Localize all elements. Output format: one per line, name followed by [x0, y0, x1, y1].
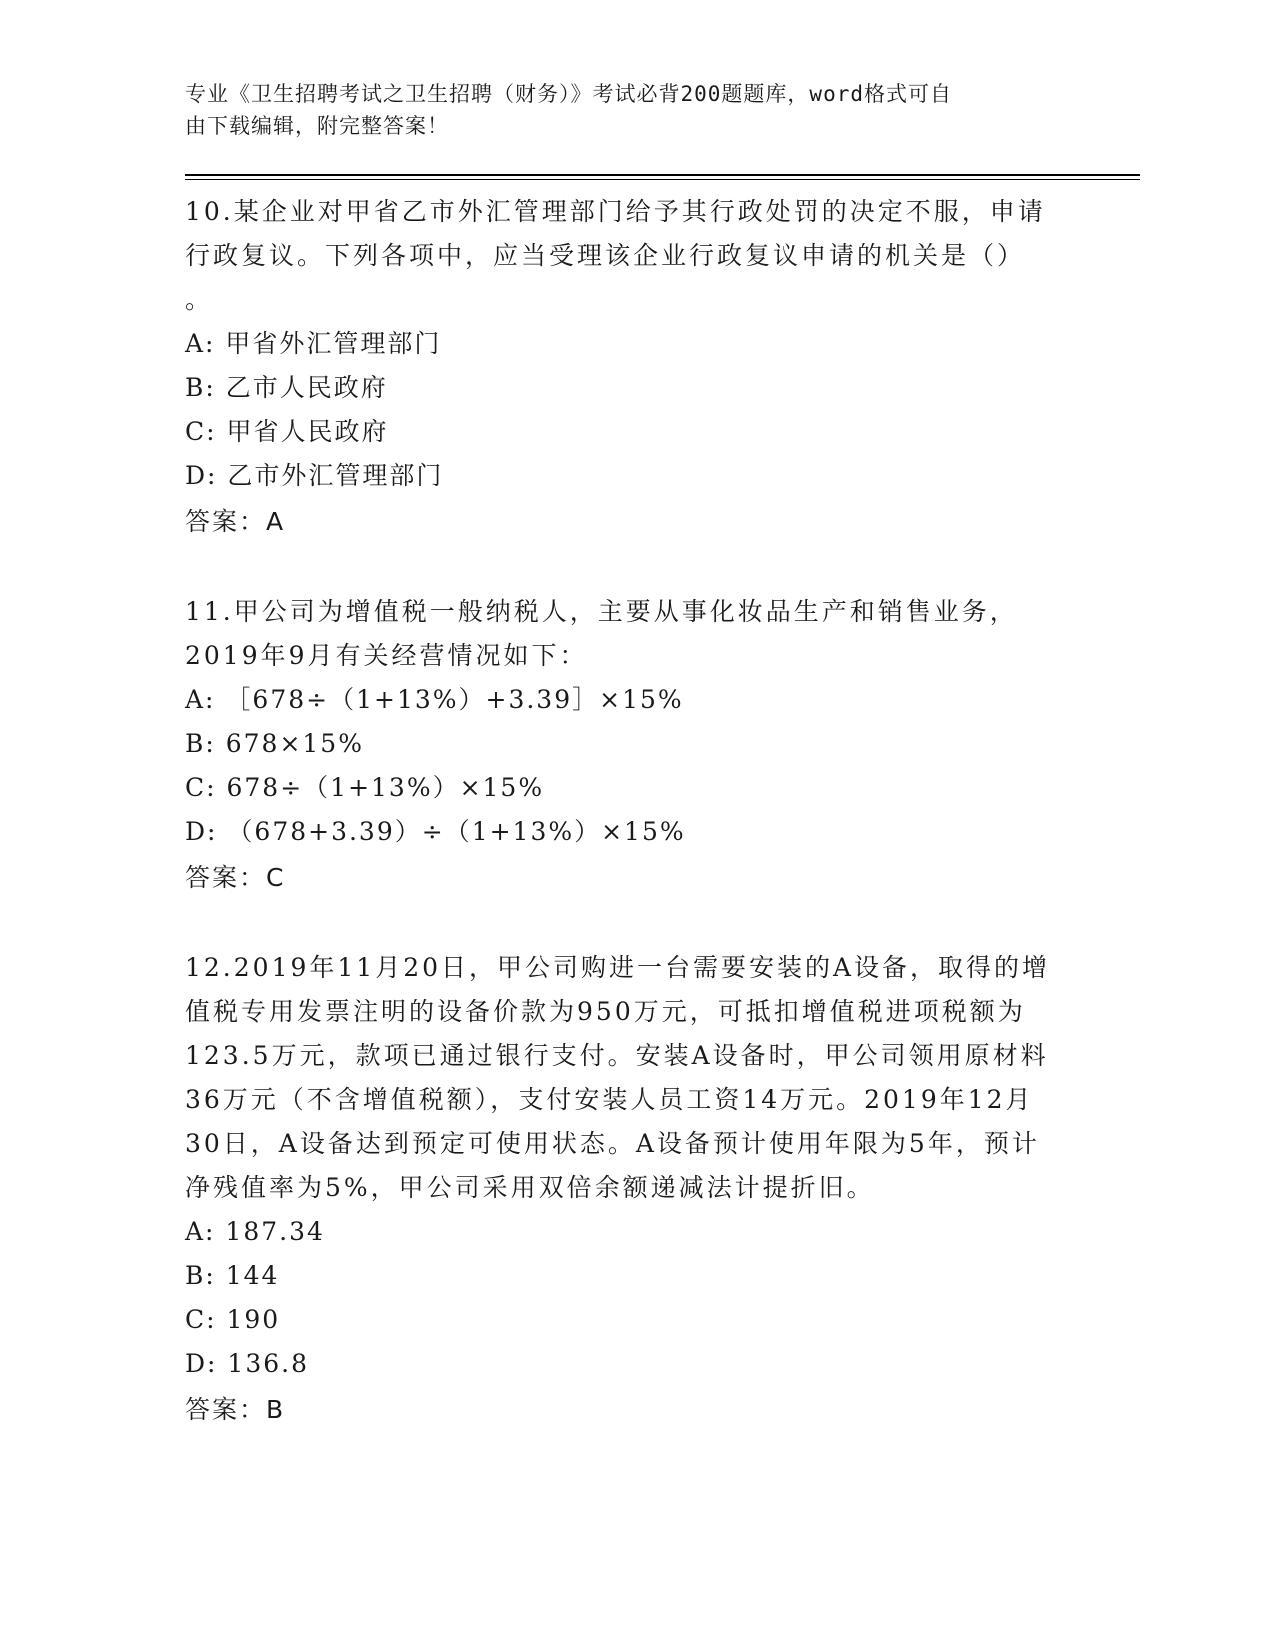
stem-line: 10.某企业对甲省乙市外汇管理部门给予其行政处罚的决定不服，申请 — [185, 197, 1046, 226]
stem-line: 值税专用发票注明的设备价款为950万元，可抵扣增值税进项税额为 — [185, 997, 1026, 1026]
option-d: D: 乙市外汇管理部门 — [185, 461, 444, 490]
document-header — [185, 70, 1085, 170]
question-stem — [185, 190, 1085, 322]
option-c: C: 678÷（1+13%）×15% — [185, 773, 545, 802]
option-b: B: 乙市人民政府 — [185, 373, 388, 402]
header-text — [185, 70, 1085, 170]
stem-line: 净残值率为5%，甲公司采用双倍余额递减法计提折旧。 — [185, 1173, 875, 1202]
option-a: A: ［678÷（1+13%）+3.39］×15% — [185, 685, 684, 714]
stem-line: 11.甲公司为增值税一般纳税人，主要从事化妆品生产和销售业务， — [185, 597, 1018, 626]
option-b: B: 144 — [185, 1261, 280, 1290]
question-list — [185, 190, 1085, 1478]
stem-line: 行政复议。下列各项中，应当受理该企业行政复议申请的机关是（） — [185, 241, 1026, 270]
question-10 — [185, 190, 1085, 546]
option-a: A: 甲省外汇管理部门 — [185, 329, 442, 358]
header-divider-thin — [185, 179, 1140, 180]
header-divider — [185, 174, 1140, 176]
answer: 答案：A — [185, 507, 286, 536]
question-11 — [185, 590, 1085, 902]
option-b: B: 678×15% — [185, 729, 364, 758]
answer: 答案：C — [185, 863, 286, 892]
option-c: C: 甲省人民政府 — [185, 417, 389, 446]
question-12 — [185, 946, 1085, 1434]
option-d: D: （678+3.39）÷（1+13%）×15% — [185, 817, 686, 846]
option-d: D: 136.8 — [185, 1349, 309, 1378]
stem-line: 30日，A设备达到预定可使用状态。A设备预计使用年限为5年，预计 — [185, 1129, 1040, 1158]
question-stem — [185, 590, 1085, 678]
stem-line: 12.2019年11月20日，甲公司购进一台需要安装的A设备，取得的增 — [185, 953, 1051, 982]
stem-line: 2019年9月有关经营情况如下： — [185, 641, 588, 670]
option-c: C: 190 — [185, 1305, 281, 1334]
answer: 答案：B — [185, 1395, 286, 1424]
option-a: A: 187.34 — [185, 1217, 325, 1246]
header-line: 由下载编辑，附完整答案！ — [185, 114, 449, 138]
stem-line: 123.5万元，款项已通过银行支付。安装A设备时，甲公司领用原材料 — [185, 1041, 1049, 1070]
question-stem — [185, 946, 1085, 1210]
header-line: 专业《卫生招聘考试之卫生招聘（财务）》考试必背200题题库，word格式可自 — [185, 82, 952, 106]
stem-line: 。 — [185, 285, 214, 314]
stem-line: 36万元（不含增值税额），支付安装人员工资14万元。2019年12月 — [185, 1085, 1034, 1114]
